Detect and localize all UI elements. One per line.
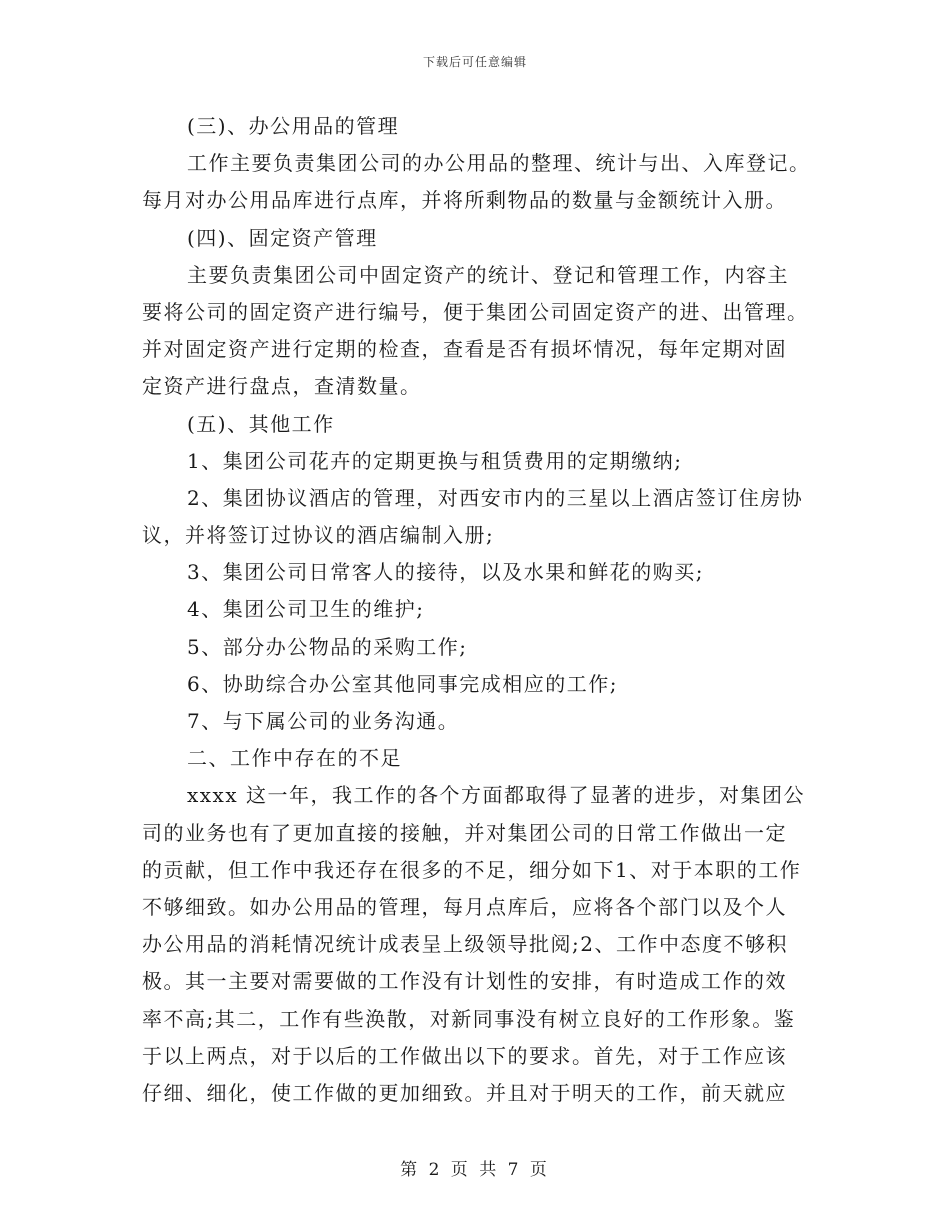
text-line: xxxx 这一年，我工作的各个方面都取得了显著的进步，对集团公 bbox=[187, 783, 805, 808]
text-line: 主要负责集团公司中固定资产的统计、登记和管理工作，内容主 bbox=[187, 262, 789, 287]
text-line: (五)、其他工作 bbox=[187, 411, 335, 436]
text-line: (四)、固定资产管理 bbox=[187, 225, 378, 250]
text-line: 率不高;其二，工作有些涣散，对新同事没有树立良好的工作形象。鉴 bbox=[142, 1006, 796, 1031]
text-line: 要将公司的固定资产进行编号，便于集团公司固定资产的进、出管理。 bbox=[142, 299, 809, 324]
text-line: (三)、办公用品的管理 bbox=[187, 114, 400, 138]
text-line: 司的业务也有了更加直接的接触，并对集团公司的日常工作做出一定 bbox=[142, 820, 787, 845]
text-line: 二、工作中存在的不足 bbox=[187, 746, 402, 771]
text-line: 定资产进行盘点，查清数量。 bbox=[142, 374, 422, 399]
text-line: 5、部分办公物品的采购工作; bbox=[187, 634, 468, 659]
page-footer: 第 2 页 共 7 页 bbox=[400, 1160, 550, 1180]
text-line: 工作主要负责集团公司的办公用品的整理、统计与出、入库登记。 bbox=[187, 151, 811, 176]
page-header: 下载后可任意编辑 bbox=[422, 55, 527, 69]
text-line: 1、集团公司花卉的定期更换与租赁费用的定期缴纳; bbox=[187, 448, 683, 473]
text-line: 6、协助综合办公室其他同事完成相应的工作; bbox=[187, 671, 618, 696]
text-line: 并对固定资产进行定期的检查，查看是否有损坏情况，每年定期对固 bbox=[142, 337, 787, 362]
text-line: 仔细、细化，使工作做的更加细致。并且对于明天的工作，前天就应 bbox=[142, 1080, 787, 1105]
text-line: 于以上两点，对于以后的工作做出以下的要求。首先，对于工作应该 bbox=[142, 1043, 787, 1068]
text-line: 3、集团公司日常客人的接待，以及水果和鲜花的购买; bbox=[187, 560, 704, 585]
text-line: 不够细致。如办公用品的管理，每月点库后，应将各个部门以及个人 bbox=[142, 894, 787, 919]
text-line: 的贡献，但工作中我还存在很多的不足，细分如下1、对于本职的工作 bbox=[142, 857, 802, 882]
text-line: 每月对办公用品库进行点库，并将所剩物品的数量与金额统计入册。 bbox=[142, 188, 787, 213]
document-body bbox=[142, 108, 812, 1112]
text-line: 2、集团协议酒店的管理，对西安市内的三星以上酒店签订住房协 bbox=[187, 485, 804, 510]
text-line: 4、集团公司卫生的维护; bbox=[187, 597, 425, 622]
text-line: 办公用品的消耗情况统计成表呈上级领导批阅;2、工作中态度不够积 bbox=[142, 932, 788, 957]
text-line: 议，并将签订过协议的酒店编制入册; bbox=[142, 523, 495, 548]
text-line: 7、与下属公司的业务沟通。 bbox=[187, 709, 460, 733]
text-line: 极。其一主要对需要做的工作没有计划性的安排，有时造成工作的效 bbox=[142, 969, 787, 994]
